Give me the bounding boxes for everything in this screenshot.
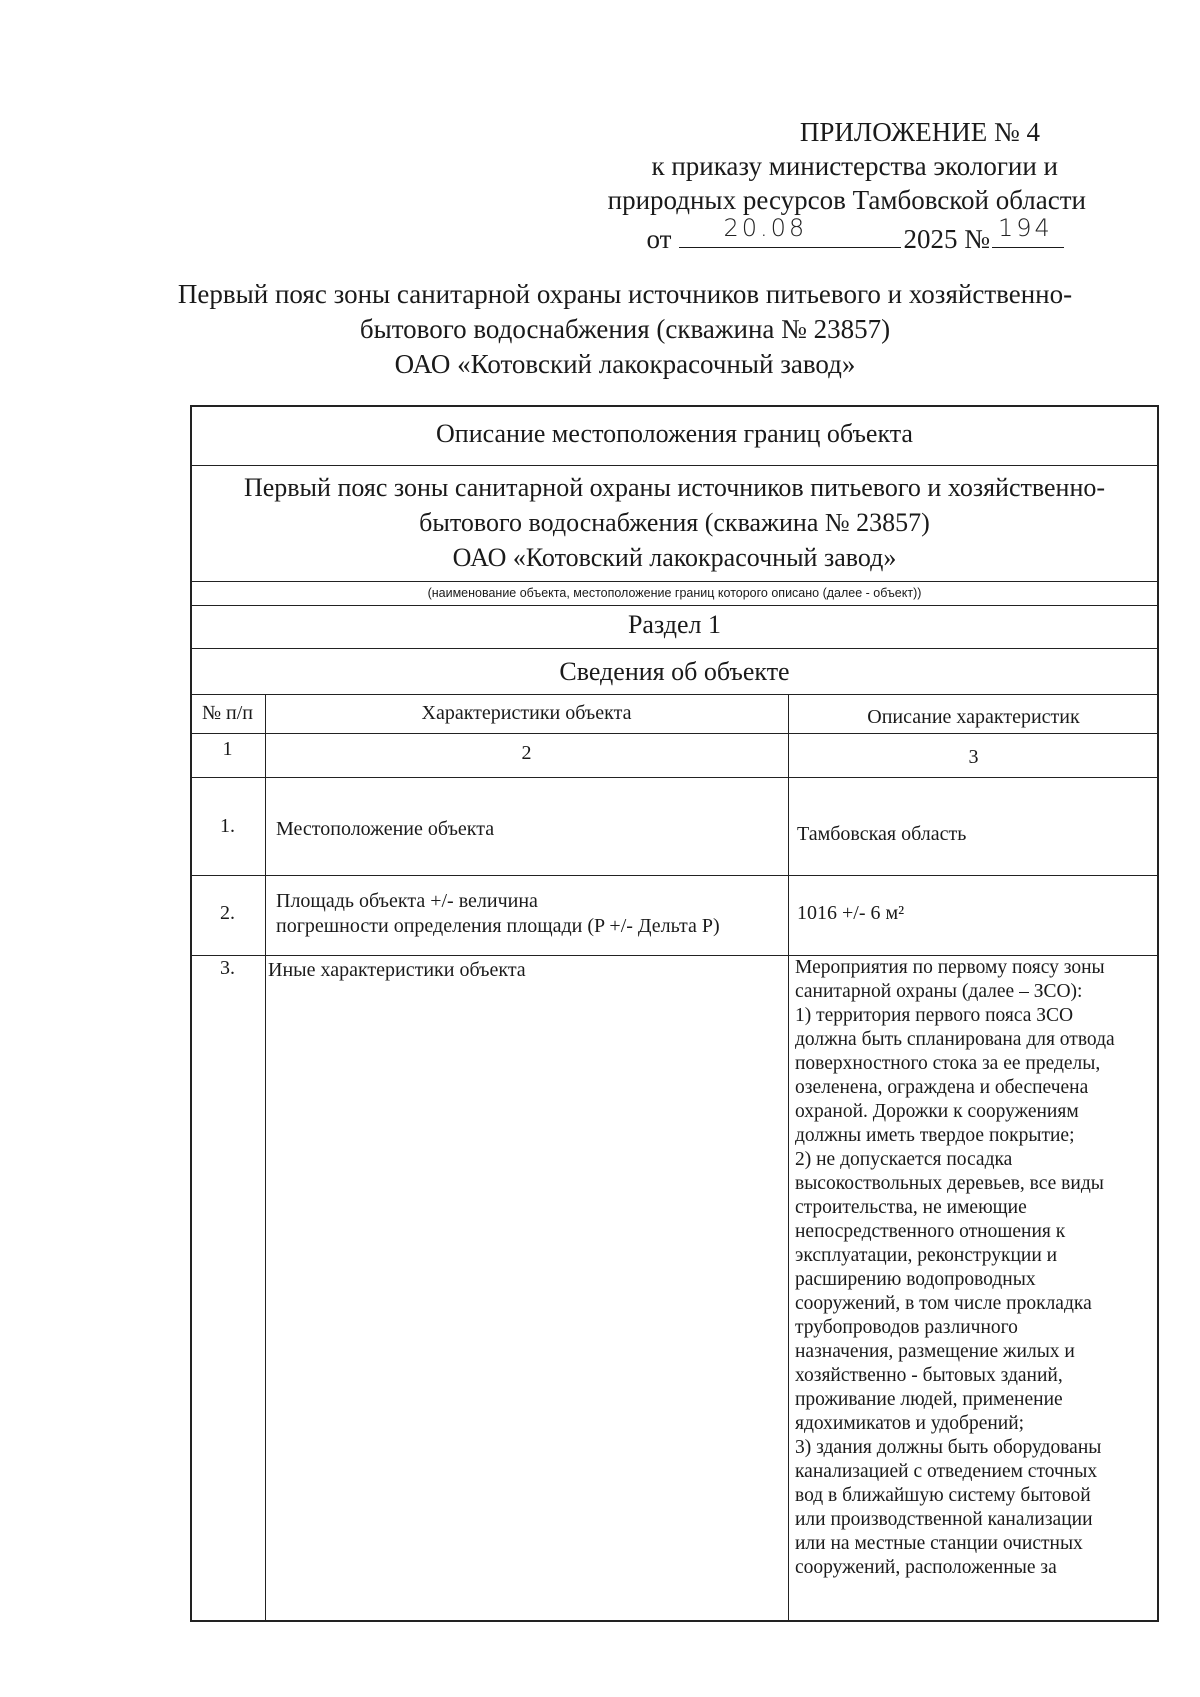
column-header-number: № п/п: [201, 702, 254, 724]
date-prefix: от: [646, 224, 672, 254]
column-number: 3: [968, 746, 979, 768]
description-line: должна быть спланирована для отвода: [795, 1029, 1115, 1050]
row-3-description: [795, 956, 1155, 1580]
column-number: 1: [222, 738, 233, 760]
table-divider: [190, 777, 1159, 778]
description-line: строительства, не имеющие: [795, 1197, 1027, 1218]
row-characteristic-line-2: погрешности определения площади (P +/- Дельта P): [276, 915, 720, 937]
object-name-note: (наименование объекта, местоположение границ которого описано (далее - объект)): [427, 586, 922, 600]
description-line: хозяйственно - бытовых зданий,: [795, 1365, 1063, 1386]
description-line: или на местные станции очистных: [795, 1533, 1083, 1554]
description-line: Мероприятия по первому поясу зоны: [795, 957, 1105, 978]
handwritten-date: 20.08: [723, 214, 808, 242]
row-number: 3.: [220, 957, 235, 979]
number-field: [992, 214, 1064, 248]
description-line: 1) территория первого пояса ЗСО: [795, 1005, 1074, 1026]
description-line: проживание людей, применение: [795, 1389, 1063, 1410]
row-characteristic-line-1: Площадь объекта +/- величина: [276, 890, 538, 912]
description-line: вод в ближайшую систему бытовой: [795, 1485, 1091, 1506]
description-line: трубопроводов различного: [795, 1317, 1018, 1338]
section-title: Сведения об объекте: [559, 657, 790, 686]
description-line: высокоствольных деревьев, все виды: [795, 1173, 1104, 1194]
description-line: 3) здания должны быть оборудованы: [795, 1437, 1102, 1458]
row-description: 1016 +/- 6 м²: [797, 902, 905, 924]
description-line: расширению водопроводных: [795, 1269, 1036, 1290]
description-line: должны иметь твердое покрытие;: [795, 1125, 1075, 1146]
table-divider: [190, 875, 1159, 876]
description-line: ядохимикатов и удобрений;: [795, 1413, 1025, 1434]
year-label: 2025 №: [903, 224, 990, 254]
description-line: санитарной охраны (далее – ЗСО):: [795, 981, 1083, 1002]
column-number: 2: [521, 742, 532, 764]
table-divider: [190, 733, 1159, 734]
column-divider: [265, 694, 266, 1622]
appendix-number: ПРИЛОЖЕНИЕ № 4: [799, 117, 1040, 147]
description-line: или производственной канализации: [795, 1509, 1093, 1530]
table-divider: [190, 465, 1159, 466]
description-line: поверхностного стока за ее пределы,: [795, 1053, 1101, 1074]
document-title: [170, 277, 1080, 382]
order-line-1: к приказу министерства экологии и: [651, 151, 1058, 181]
row-characteristic: Местоположение объекта: [276, 818, 495, 840]
description-line: эксплуатации, реконструкции и: [795, 1245, 1058, 1266]
table-divider: [190, 581, 1159, 582]
row-number: 1.: [220, 815, 235, 837]
object-name-line-2: бытового водоснабжения (скважина № 23857): [419, 508, 930, 537]
table-divider: [190, 694, 1159, 695]
row-characteristic: Иные характеристики объекта: [268, 959, 526, 981]
column-header-characteristics: Характеристики объекта: [421, 702, 632, 724]
description-line: назначения, размещение жилых и: [795, 1341, 1075, 1362]
table-divider: [190, 648, 1159, 649]
description-line: охраной. Дорожки к сооружениям: [795, 1101, 1079, 1122]
description-line: озеленена, ограждена и обеспечена: [795, 1077, 1089, 1098]
row-number: 2.: [220, 902, 235, 924]
description-line: канализацией с отведением сточных: [795, 1461, 1098, 1482]
description-line: сооружений, в том числе прокладка: [795, 1293, 1092, 1314]
table-divider: [190, 605, 1159, 606]
description-line: сооружений, расположенные за: [795, 1557, 1057, 1578]
title-line-1: Первый пояс зоны санитарной охраны источников питьевого и хозяйственно-: [177, 279, 1073, 309]
order-date-number: [608, 214, 1064, 256]
appendix-header: [607, 115, 1086, 256]
object-name-line-1: Первый пояс зоны санитарной охраны источников питьевого и хозяйственно-: [243, 473, 1106, 502]
description-line: 2) не допускается посадка: [795, 1149, 1013, 1170]
row-description: Тамбовская область: [797, 823, 967, 845]
date-field: [679, 214, 901, 248]
object-name-line-3: ОАО «Котовский лакокрасочный завод»: [452, 543, 897, 572]
title-line-2: бытового водоснабжения (скважина № 23857): [359, 314, 891, 344]
column-header-description: Описание характеристик: [867, 706, 1080, 728]
section-number: Раздел 1: [627, 610, 722, 639]
order-line-2: природных ресурсов Тамбовской области: [607, 185, 1086, 215]
column-divider: [788, 694, 789, 1622]
handwritten-number: 194: [998, 214, 1053, 242]
table-heading: Описание местоположения границ объекта: [436, 419, 913, 448]
description-line: непосредственного отношения к: [795, 1221, 1066, 1242]
title-line-3: ОАО «Котовский лакокрасочный завод»: [394, 349, 856, 379]
